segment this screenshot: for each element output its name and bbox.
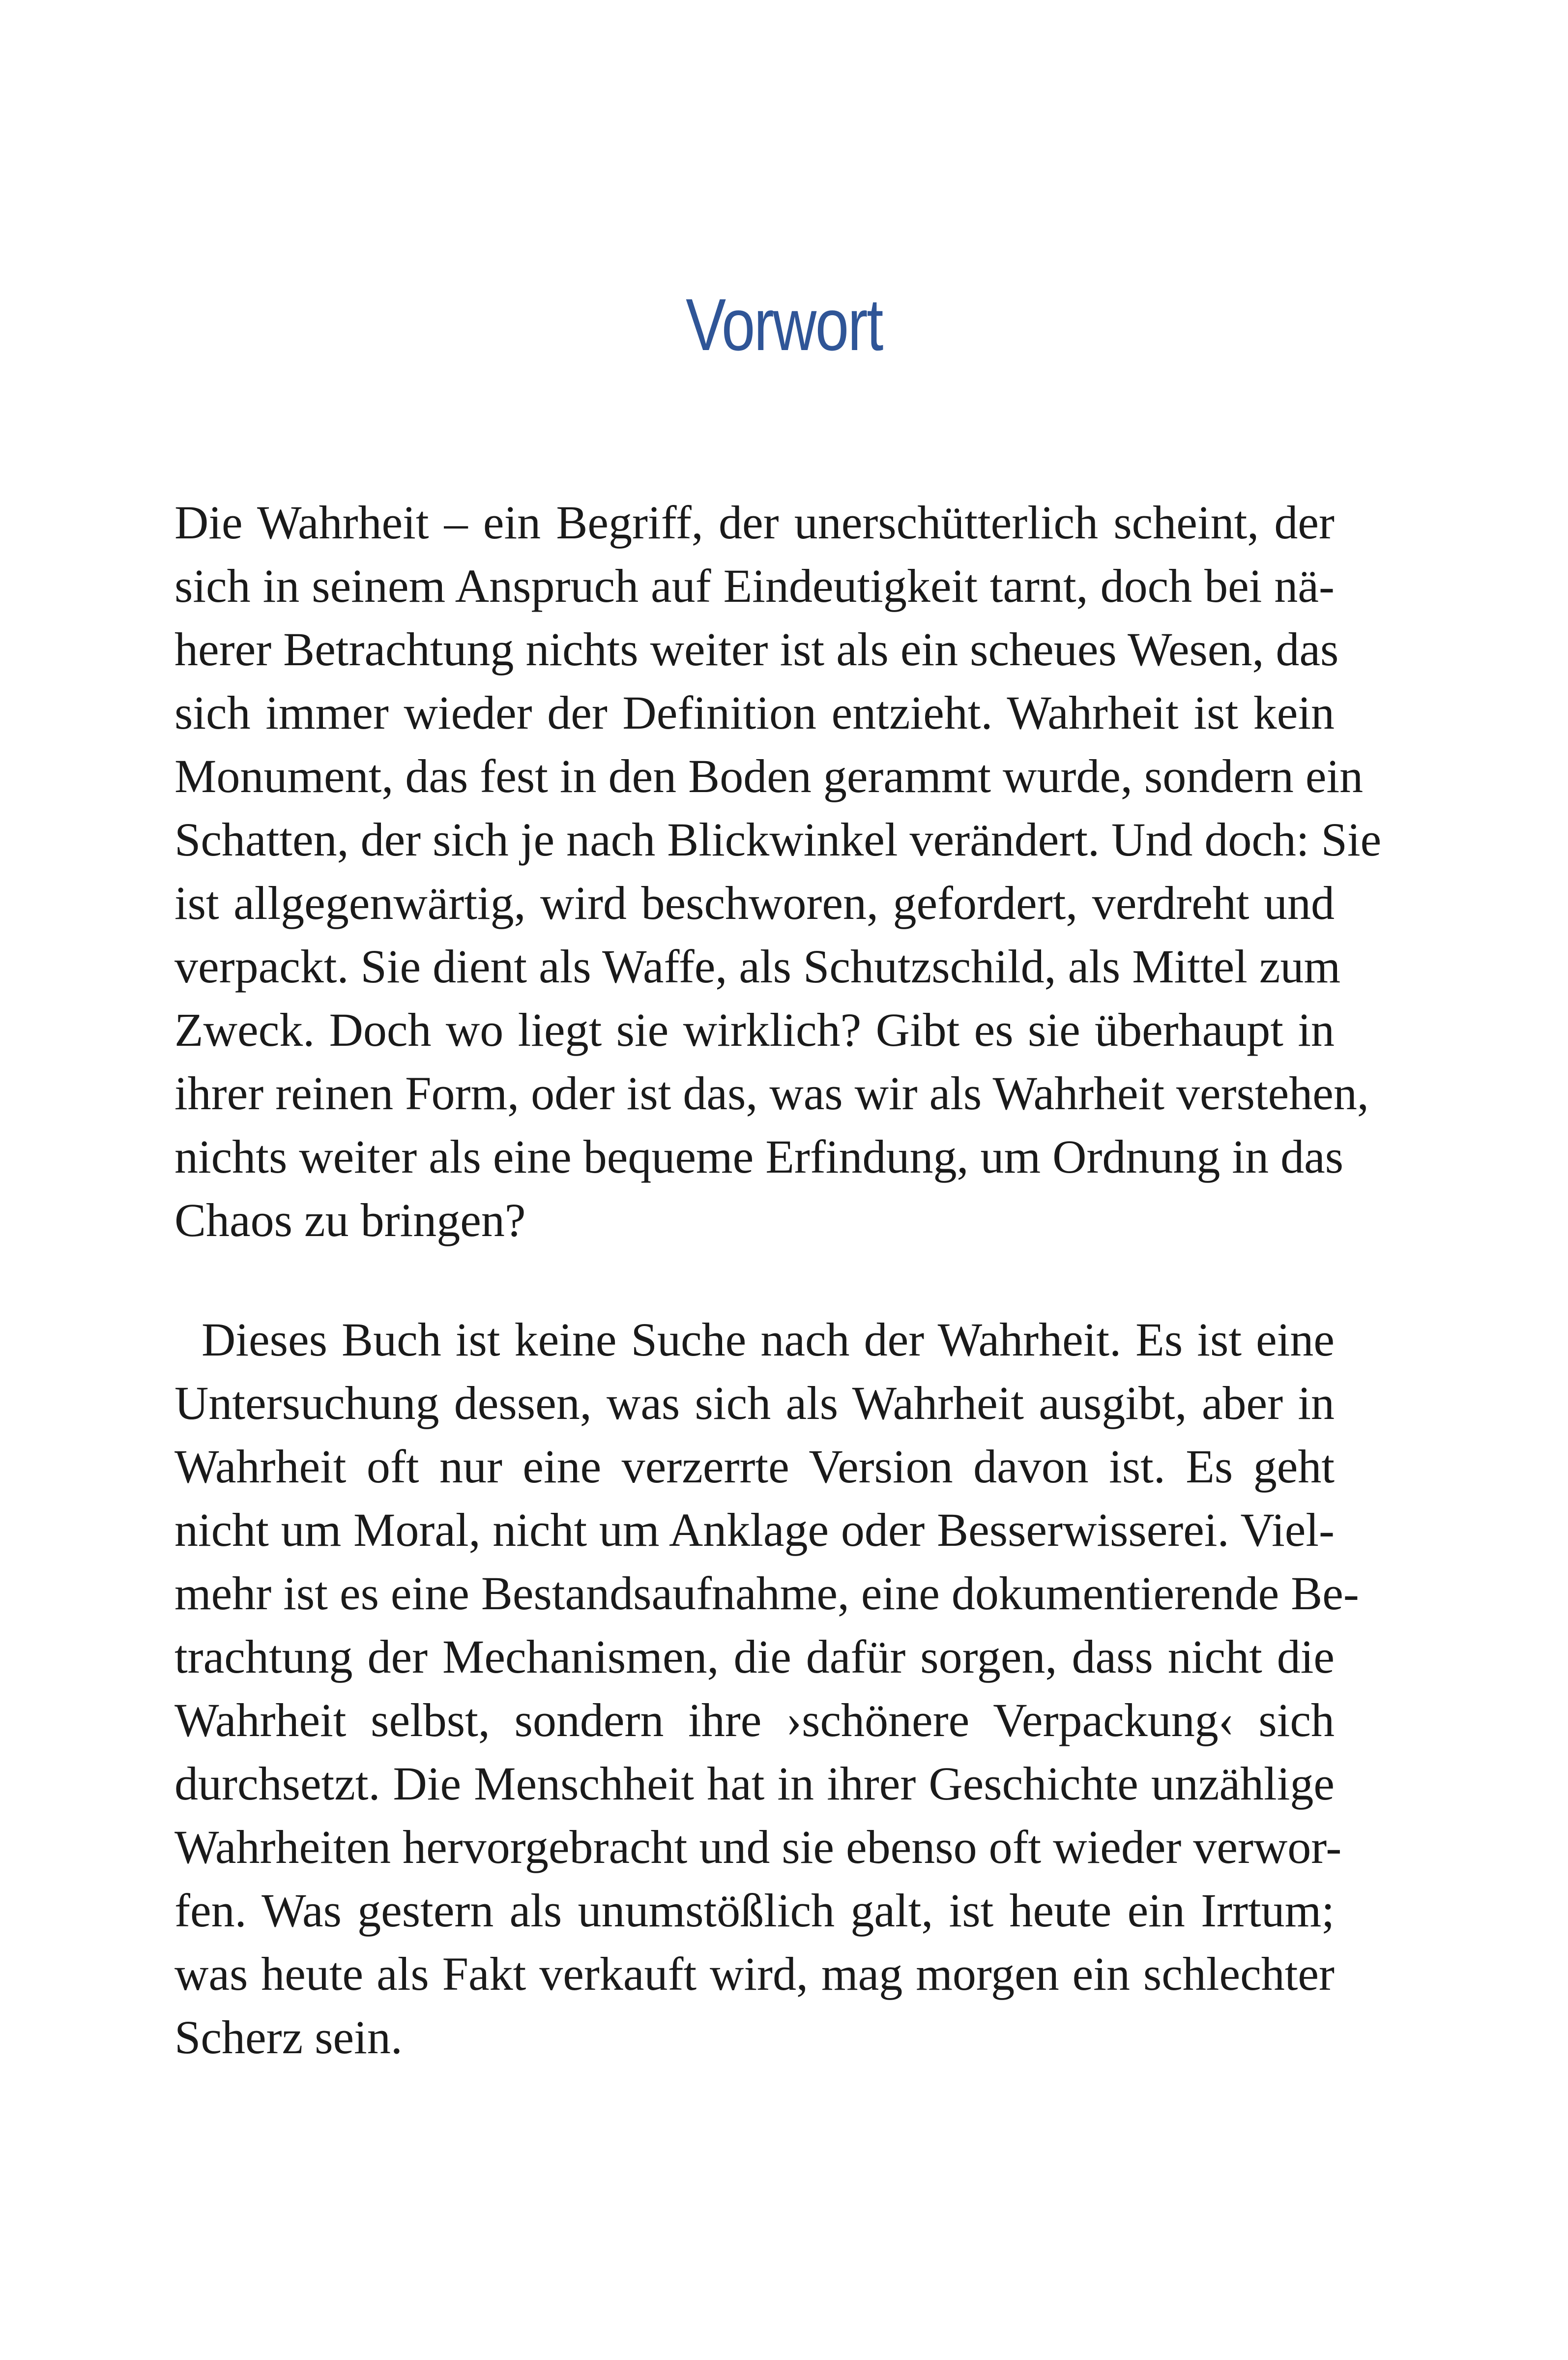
text-line: Zweck. Doch wo liegt sie wirklich? Gibt es sie überhaupt in bbox=[174, 1003, 1335, 1056]
text-line: sich in seinem Anspruch auf Eindeutigkeit tarnt, doch bei nä- bbox=[174, 560, 1335, 612]
text-line: fen. Was gestern als unumstößlich galt, ist heute ein Irrtum; bbox=[174, 1884, 1335, 1937]
text-line: ist allgegenwärtig, wird beschworen, gefordert, verdreht und bbox=[174, 877, 1335, 929]
text-line: Wahrheiten hervorgebracht und sie ebenso oft wieder verwor- bbox=[174, 1821, 1342, 1873]
text-line: trachtung der Mechanismen, die dafür sorgen, dass nicht die bbox=[174, 1630, 1335, 1683]
text-line: Wahrheit oft nur eine verzerrte Version davon ist. Es geht bbox=[174, 1440, 1335, 1493]
text-line: nicht um Moral, nicht um Anklage oder Besserwisserei. Viel- bbox=[174, 1504, 1335, 1556]
text-line: was heute als Fakt verkauft wird, mag morgen ein schlechter bbox=[174, 1947, 1335, 2000]
paragraph-2 bbox=[174, 1308, 1359, 2069]
text-line: nichts weiter als eine bequeme Erfindung, um Ordnung in das bbox=[174, 1130, 1344, 1183]
text-line: Wahrheit selbst, sondern ihre ›schönere Verpackung‹ sich bbox=[174, 1694, 1335, 1746]
text-line: durchsetzt. Die Menschheit hat in ihrer Geschichte unzählige bbox=[174, 1757, 1335, 1810]
chapter-heading: Vorwort bbox=[686, 283, 882, 366]
text-line: Monument, das fest in den Boden gerammt wurde, sondern ein bbox=[174, 750, 1364, 802]
text-line: verpackt. Sie dient als Waffe, als Schutzschild, als Mittel zum bbox=[174, 940, 1341, 993]
text-line: sich immer wieder der Definition entzieht. Wahrheit ist kein bbox=[174, 686, 1335, 739]
text-line: Dieses Buch ist keine Suche nach der Wahrheit. Es ist eine bbox=[202, 1313, 1335, 1366]
text-line: Scherz sein. bbox=[174, 2011, 403, 2064]
text-line: herer Betrachtung nichts weiter ist als ein scheues Wesen, das bbox=[174, 623, 1339, 676]
text-line: ihrer reinen Form, oder ist das, was wir als Wahrheit verstehen, bbox=[174, 1067, 1369, 1120]
text-line: Untersuchung dessen, was sich als Wahrheit ausgibt, aber in bbox=[174, 1377, 1335, 1429]
text-line: mehr ist es eine Bestandsaufnahme, eine dokumentierende Be- bbox=[174, 1567, 1359, 1620]
paragraph-1 bbox=[174, 491, 1382, 1252]
text-line: Die Wahrheit – ein Begriff, der unerschütterlich scheint, der bbox=[174, 496, 1335, 549]
text-line: Chaos zu bringen? bbox=[174, 1194, 526, 1246]
text-line: Schatten, der sich je nach Blickwinkel verändert. Und doch: Sie bbox=[174, 813, 1382, 866]
